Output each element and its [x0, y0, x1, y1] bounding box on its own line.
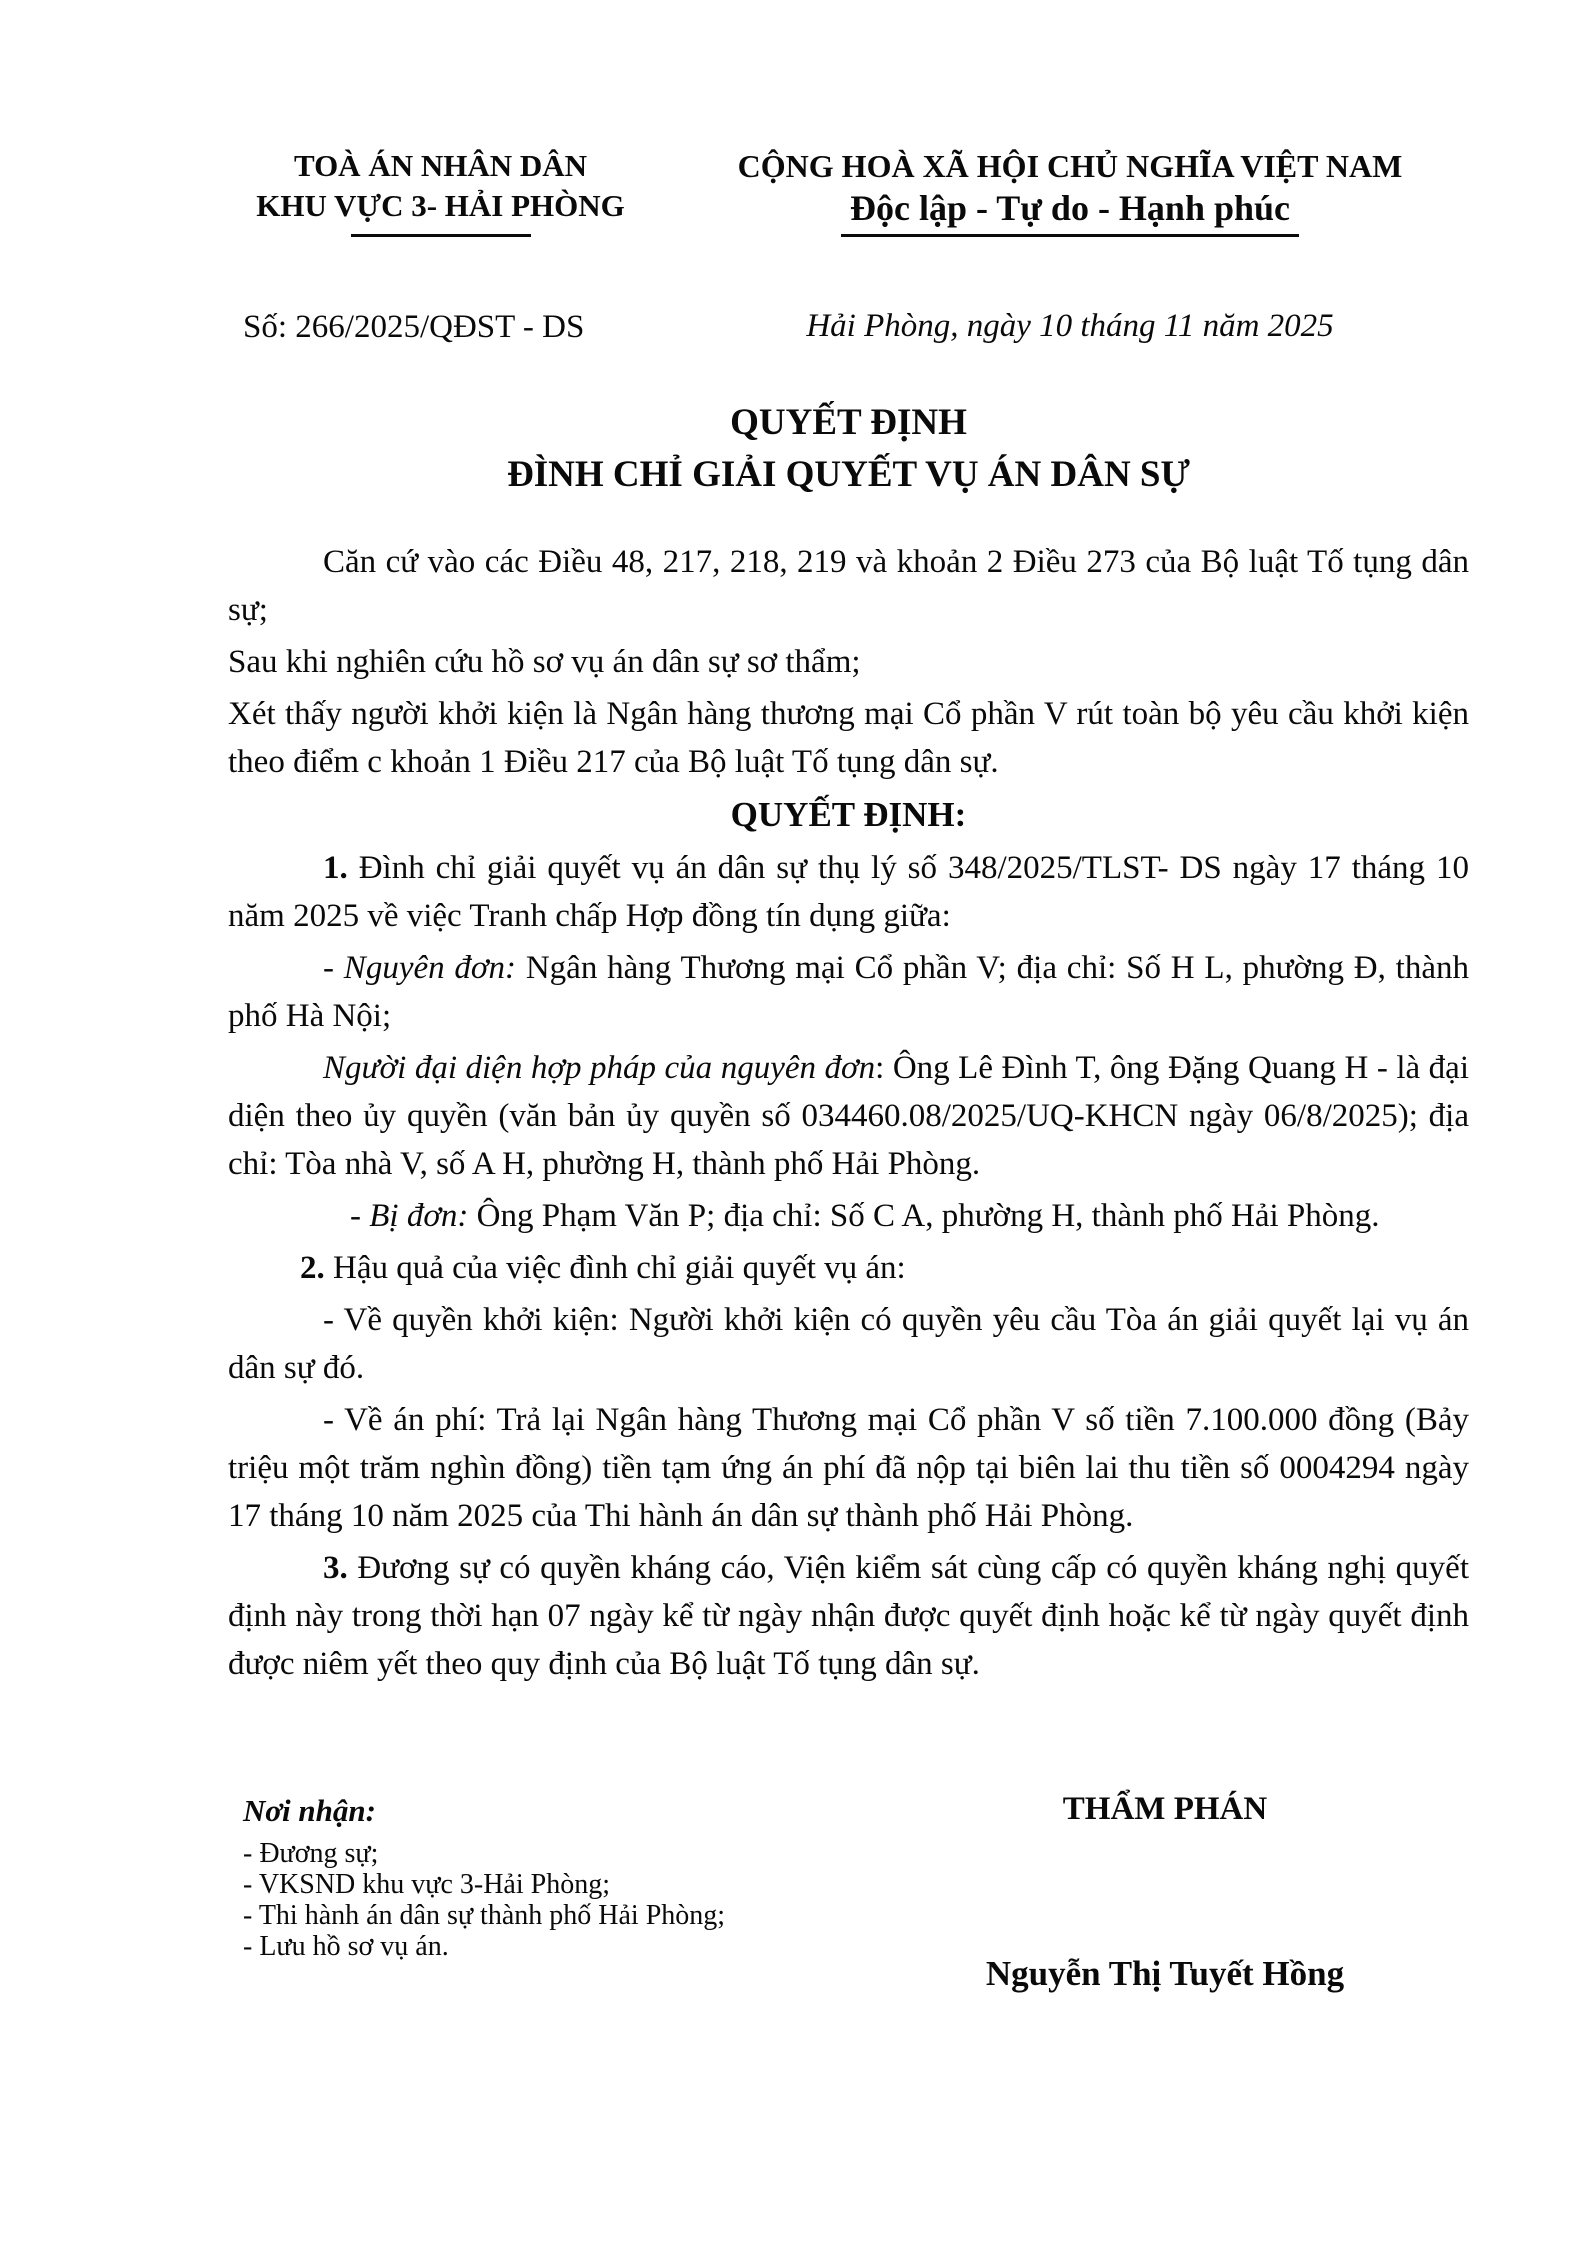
recipient-item: - Đương sự;: [243, 1838, 379, 1869]
representative-text: : Ông Lê Đình T, ông Đặng Quang H - là đại diện theo ủy quyền (văn bản ủy quyền số 034460.08/2025/UQ-KHCN ngày 06/8/2025); địa chỉ: Tòa nhà V, số A H, phường H, thành phố Hải Phòng.: [228, 1050, 1469, 1182]
signer-name: Nguyễn Thị Tuyết Hồng: [985, 1954, 1345, 1993]
court-name-line2: KHU VỰC 3- HẢI PHÒNG: [256, 188, 625, 223]
defendant-text: Ông Phạm Văn P; địa chỉ: Số C A, phường H, thành phố Hải Phòng.: [468, 1198, 1380, 1234]
plaintiff-paragraph: [228, 944, 1469, 1040]
decision-section-heading: QUYẾT ĐỊNH:: [730, 795, 967, 834]
decision-item-3: [228, 1544, 1469, 1688]
representative-label: Người đại diện hợp pháp của nguyên đơn: [323, 1050, 876, 1086]
national-motto-line1: CỘNG HOÀ XÃ HỘI CHỦ NGHĨA VIỆT NAM: [737, 148, 1403, 184]
preamble-paragraph-1: Căn cứ vào các Điều 48, 217, 218, 219 và khoản 2 Điều 273 của Bộ luật Tố tụng dân sự;: [228, 544, 1469, 628]
recipients-list: [243, 1838, 725, 1962]
document-title-line2: ĐÌNH CHỈ GIẢI QUYẾT VỤ ÁN DÂN SỰ: [507, 454, 1190, 495]
national-header: [725, 146, 1415, 237]
defendant-label: - Bị đơn:: [350, 1198, 469, 1234]
representative-paragraph: [228, 1044, 1469, 1188]
plaintiff-label: - Nguyên đơn:: [323, 950, 517, 986]
preamble-paragraph-3: Xét thấy người khởi kiện là Ngân hàng thương mại Cổ phần V rút toàn bộ yêu cầu khởi kiện theo điểm c khoản 1 Điều 217 của Bộ luật Tố tụng dân sự.: [228, 696, 1469, 780]
national-motto-line2: Độc lập - Tự do - Hạnh phúc: [849, 188, 1291, 228]
document-body: [228, 398, 1469, 1692]
decision-item-2: [228, 1244, 1469, 1292]
court-header-rule: [351, 234, 531, 237]
decision-item-1-text: Đình chỉ giải quyết vụ án dân sự thụ lý số 348/2025/TLST- DS ngày 17 tháng 10 năm 2025 về việc Tranh chấp Hợp đồng tín dụng giữa:: [228, 850, 1469, 934]
document-number: Số: 266/2025/QĐST - DS: [243, 309, 585, 345]
document-title-line1: QUYẾT ĐỊNH: [730, 402, 967, 443]
decision-item-3-text: Đương sự có quyền kháng cáo, Viện kiểm sát cùng cấp có quyền kháng nghị quyết định này trong thời hạn 07 ngày kể từ ngày nhận được quyết định hoặc kể từ ngày quyết định được niêm yết theo quy định của Bộ luật Tố tụng dân sự.: [228, 1550, 1469, 1682]
court-header: [233, 146, 648, 237]
decision-item-1: [228, 844, 1469, 940]
recipient-item: - Lưu hồ sơ vụ án.: [243, 1931, 449, 1962]
court-name-line1: TOÀ ÁN NHÂN DÂN: [293, 148, 588, 183]
place-and-date: Hải Phòng, ngày 10 tháng 11 năm 2025: [806, 308, 1334, 344]
recipient-item: - Thi hành án dân sự thành phố Hải Phòng;: [243, 1900, 726, 1931]
signer-title: THẨM PHÁN: [1062, 1791, 1268, 1827]
decision-item-2-text: Hậu quả của việc đình chỉ giải quyết vụ án:: [324, 1250, 906, 1286]
consequence-court-fee: - Về án phí: Trả lại Ngân hàng Thương mại Cổ phần V số tiền 7.100.000 đồng (Bảy triệu một trăm nghìn đồng) tiền tạm ứng án phí đã nộp tại biên lai thu tiền số 0004294 ngày 17 tháng 10 năm 2025 của Thi hành án dân sự thành phố Hải Phòng.: [228, 1402, 1469, 1534]
national-header-rule: [841, 234, 1299, 237]
consequence-right-to-sue: - Về quyền khởi kiện: Người khởi kiện có quyền yêu cầu Tòa án giải quyết lại vụ án dân sự đó.: [228, 1302, 1469, 1386]
decision-item-3-number: 3.: [323, 1550, 348, 1586]
preamble-paragraph-2: Sau khi nghiên cứu hồ sơ vụ án dân sự sơ thẩm;: [228, 644, 861, 680]
decision-item-1-number: 1.: [323, 850, 348, 886]
recipient-item: - VKSND khu vực 3-Hải Phòng;: [243, 1869, 610, 1900]
recipients-label: Nơi nhận:: [243, 1793, 376, 1828]
defendant-paragraph: [228, 1192, 1469, 1240]
decision-item-2-number: 2.: [300, 1250, 325, 1286]
plaintiff-text: Ngân hàng Thương mại Cổ phần V; địa chỉ: Số H L, phường Đ, thành phố Hà Nội;: [228, 950, 1469, 1034]
